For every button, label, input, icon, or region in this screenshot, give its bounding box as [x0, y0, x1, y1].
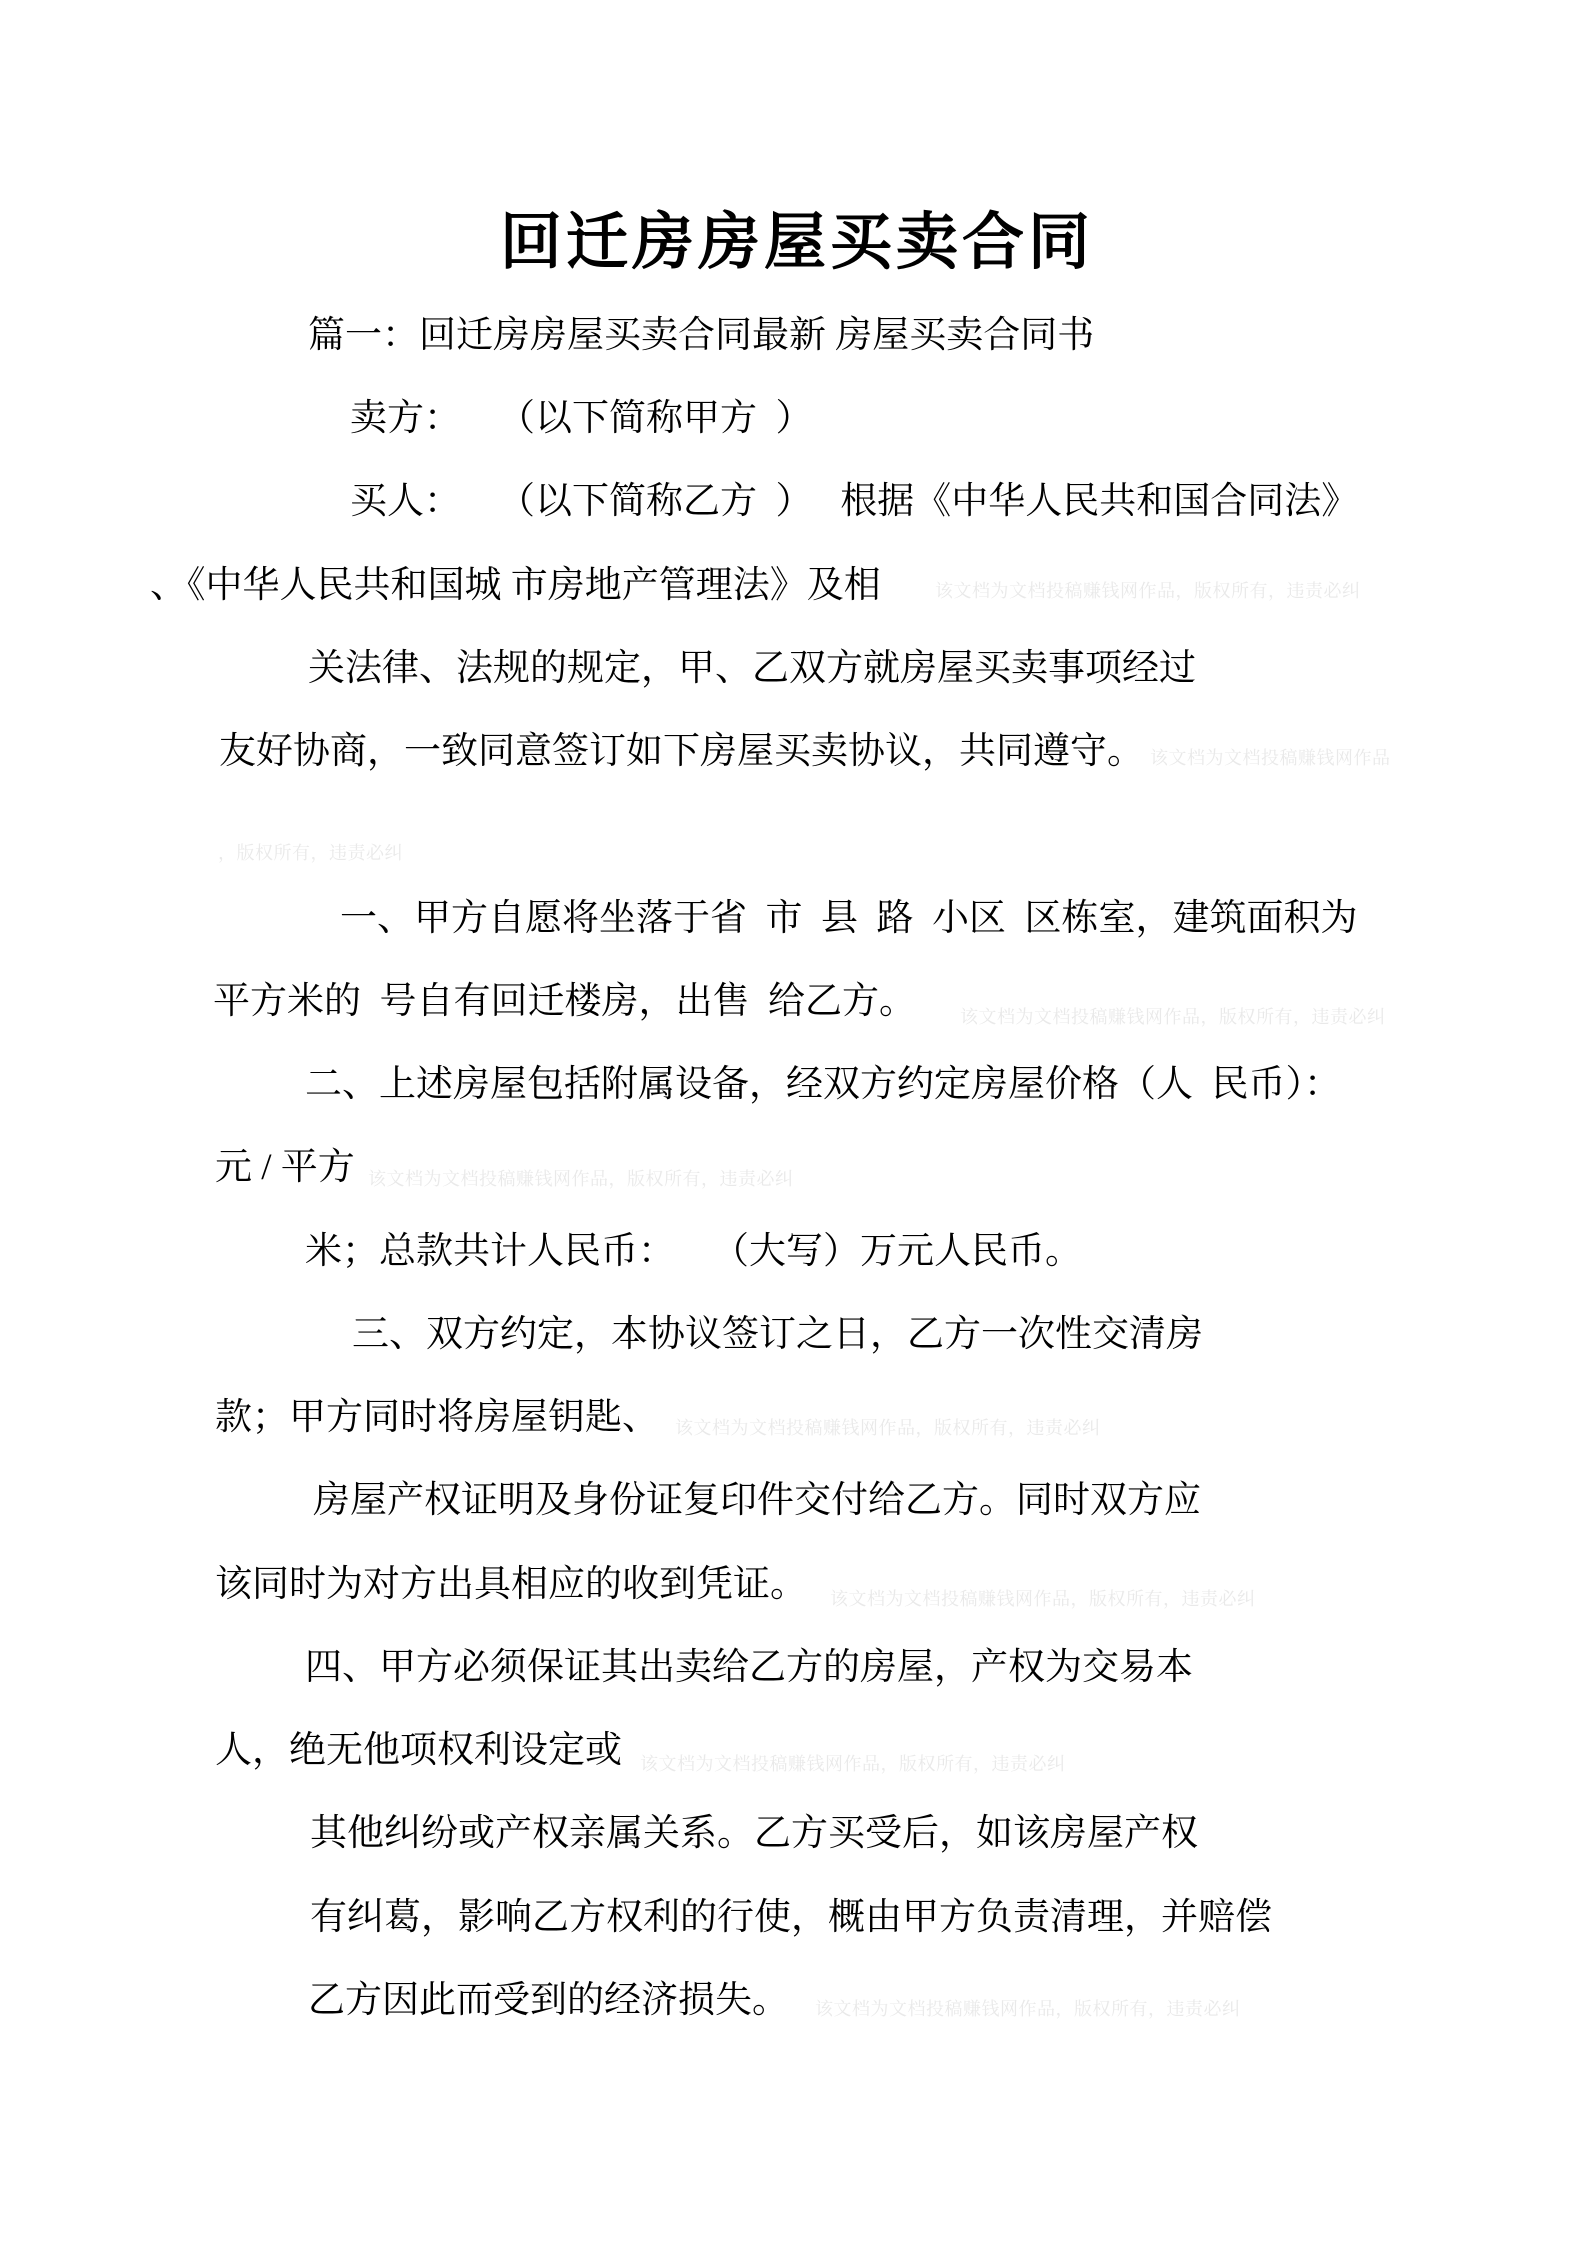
paragraph-line: 友好协商，一致同意签订如下房屋买卖协议，共同遵守。: [219, 731, 1144, 772]
paragraph-line: 关法律、法规的规定，甲、乙双方就房屋买卖事项经过: [308, 648, 1196, 689]
watermark-text: 该文档为文档投稿赚钱网作品，版权所有，违责必纠: [368, 1169, 794, 1189]
paragraph-line: 卖方： （以下简称甲方 ）: [350, 398, 813, 439]
paragraph-line: 有纠葛，影响乙方权利的行使，概由甲方负责清理，并赔偿: [310, 1897, 1272, 1938]
watermark-text: 该文档为文档投稿赚钱网作品，版权所有，违责必纠: [675, 1418, 1101, 1438]
paragraph-line: 元 / 平方: [215, 1147, 355, 1188]
watermark-text: 该文档为文档投稿赚钱网作品，版权所有，违责必纠: [830, 1589, 1256, 1609]
paragraph-line: 米；总款共计人民币： （大写）万元人民币。: [305, 1231, 1082, 1272]
watermark-text: 该文档为文档投稿赚钱网作品: [1150, 748, 1391, 768]
paragraph-line: 其他纠纷或产权亲属关系。乙方买受后，如该房屋产权: [310, 1813, 1198, 1854]
paragraph-line: 二、上述房屋包括附属设备，经双方约定房屋价格（人 民币）：: [305, 1064, 1341, 1105]
paragraph-line: 、《中华人民共和国城 市房地产管理法》及相: [150, 565, 881, 606]
paragraph-line: 四、甲方必须保证其出卖给乙方的房屋，产权为交易本: [305, 1647, 1193, 1688]
watermark-text: ，版权所有，违责必纠: [218, 843, 403, 863]
watermark-text: 该文档为文档投稿赚钱网作品，版权所有，违责必纠: [935, 581, 1361, 601]
paragraph-line: 房屋产权证明及身份证复印件交付给乙方。同时双方应: [313, 1480, 1201, 1521]
document-title: 回迁房房屋买卖合同: [499, 209, 1094, 277]
paragraph-line: 乙方因此而受到的经济损失。: [308, 1980, 789, 2021]
paragraph-line: 篇一：回迁房房屋买卖合同最新 房屋买卖合同书: [308, 315, 1095, 356]
paragraph-line: 平方米的 号自有回迁楼房，出售 给乙方。: [213, 981, 916, 1022]
paragraph-line: 该同时为对方出具相应的收到凭证。: [215, 1564, 807, 1605]
watermark-text: 该文档为文档投稿赚钱网作品，版权所有，违责必纠: [960, 1007, 1386, 1027]
paragraph-line: 买人： （以下简称乙方 ） 根据《中华人民共和国合同法》: [350, 481, 1359, 522]
paragraph-line: 人，绝无他项权利设定或: [215, 1730, 622, 1771]
watermark-text: 该文档为文档投稿赚钱网作品，版权所有，违责必纠: [815, 1999, 1241, 2019]
paragraph-line: 一、甲方自愿将坐落于省 市 县 路 小区 区栋室，建筑面积为: [340, 898, 1358, 939]
paragraph-line: 款；甲方同时将房屋钥匙、: [215, 1397, 659, 1438]
paragraph-line: 三、双方约定，本协议签订之日，乙方一次性交清房: [352, 1314, 1203, 1355]
watermark-text: 该文档为文档投稿赚钱网作品，版权所有，违责必纠: [640, 1754, 1066, 1774]
